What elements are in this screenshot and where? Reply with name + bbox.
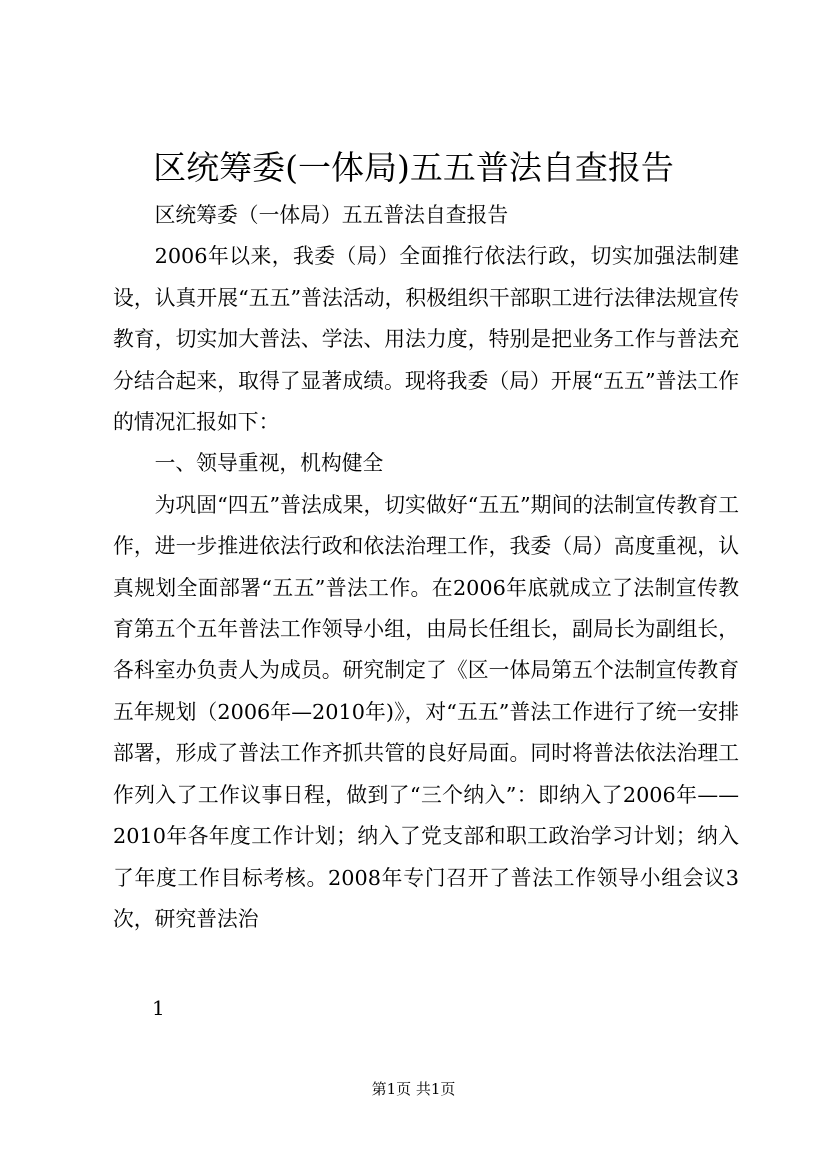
document-body xyxy=(113,195,739,940)
document-title: 区统筹委(一体局)五五普法自查报告 xyxy=(153,148,674,187)
section-heading: 一、领导重视，机构健全 xyxy=(154,451,384,476)
page-footer: 第1页 共1页 xyxy=(371,1080,456,1098)
body-paragraph: 2006年以来，我委（局）全面推行依法行政，切实加强法制建设，认真开展“五五”普法活动，积极组织干部职工进行法律法规宣传教育，切实加大普法、学法、用法力度，特别是把业务工作与普法充分结合起来，取得了显著成绩。现将我委（局）开展“五五”普法工作的情况汇报如下： xyxy=(113,244,739,435)
page-number-mark: 1 xyxy=(152,996,165,1020)
body-paragraph: 区统筹委（一体局）五五普法自查报告 xyxy=(154,203,509,227)
body-paragraph: 为巩固“四五”普法成果，切实做好“五五”期间的法制宣传教育工作，进一步推进依法行政和依法治理工作，我委（局）高度重视，认真规划全面部署“五五”普法工作。在2006年底就成立了法制宣传教育第五个五年普法工作领导小组，由局长任组长，副局长为副组长，各科室办负责人为成员。研究制定了《区一体局第五个法制宣传教育五年规划（2006年—2010年)》，对“五五”普法工作进行了统一安排部署，形成了普法工作齐抓共管的良好局面。同时将普法依法治理工作列入了工作议事日程，做到了“三个纳入”：即纳入了2006年——2010年各年度工作计划；纳入了党支部和职工政治学习计划；纳入了年度工作目标考核。2008年专门召开了普法工作领导小组会议3次，研究普法治 xyxy=(113,492,739,931)
